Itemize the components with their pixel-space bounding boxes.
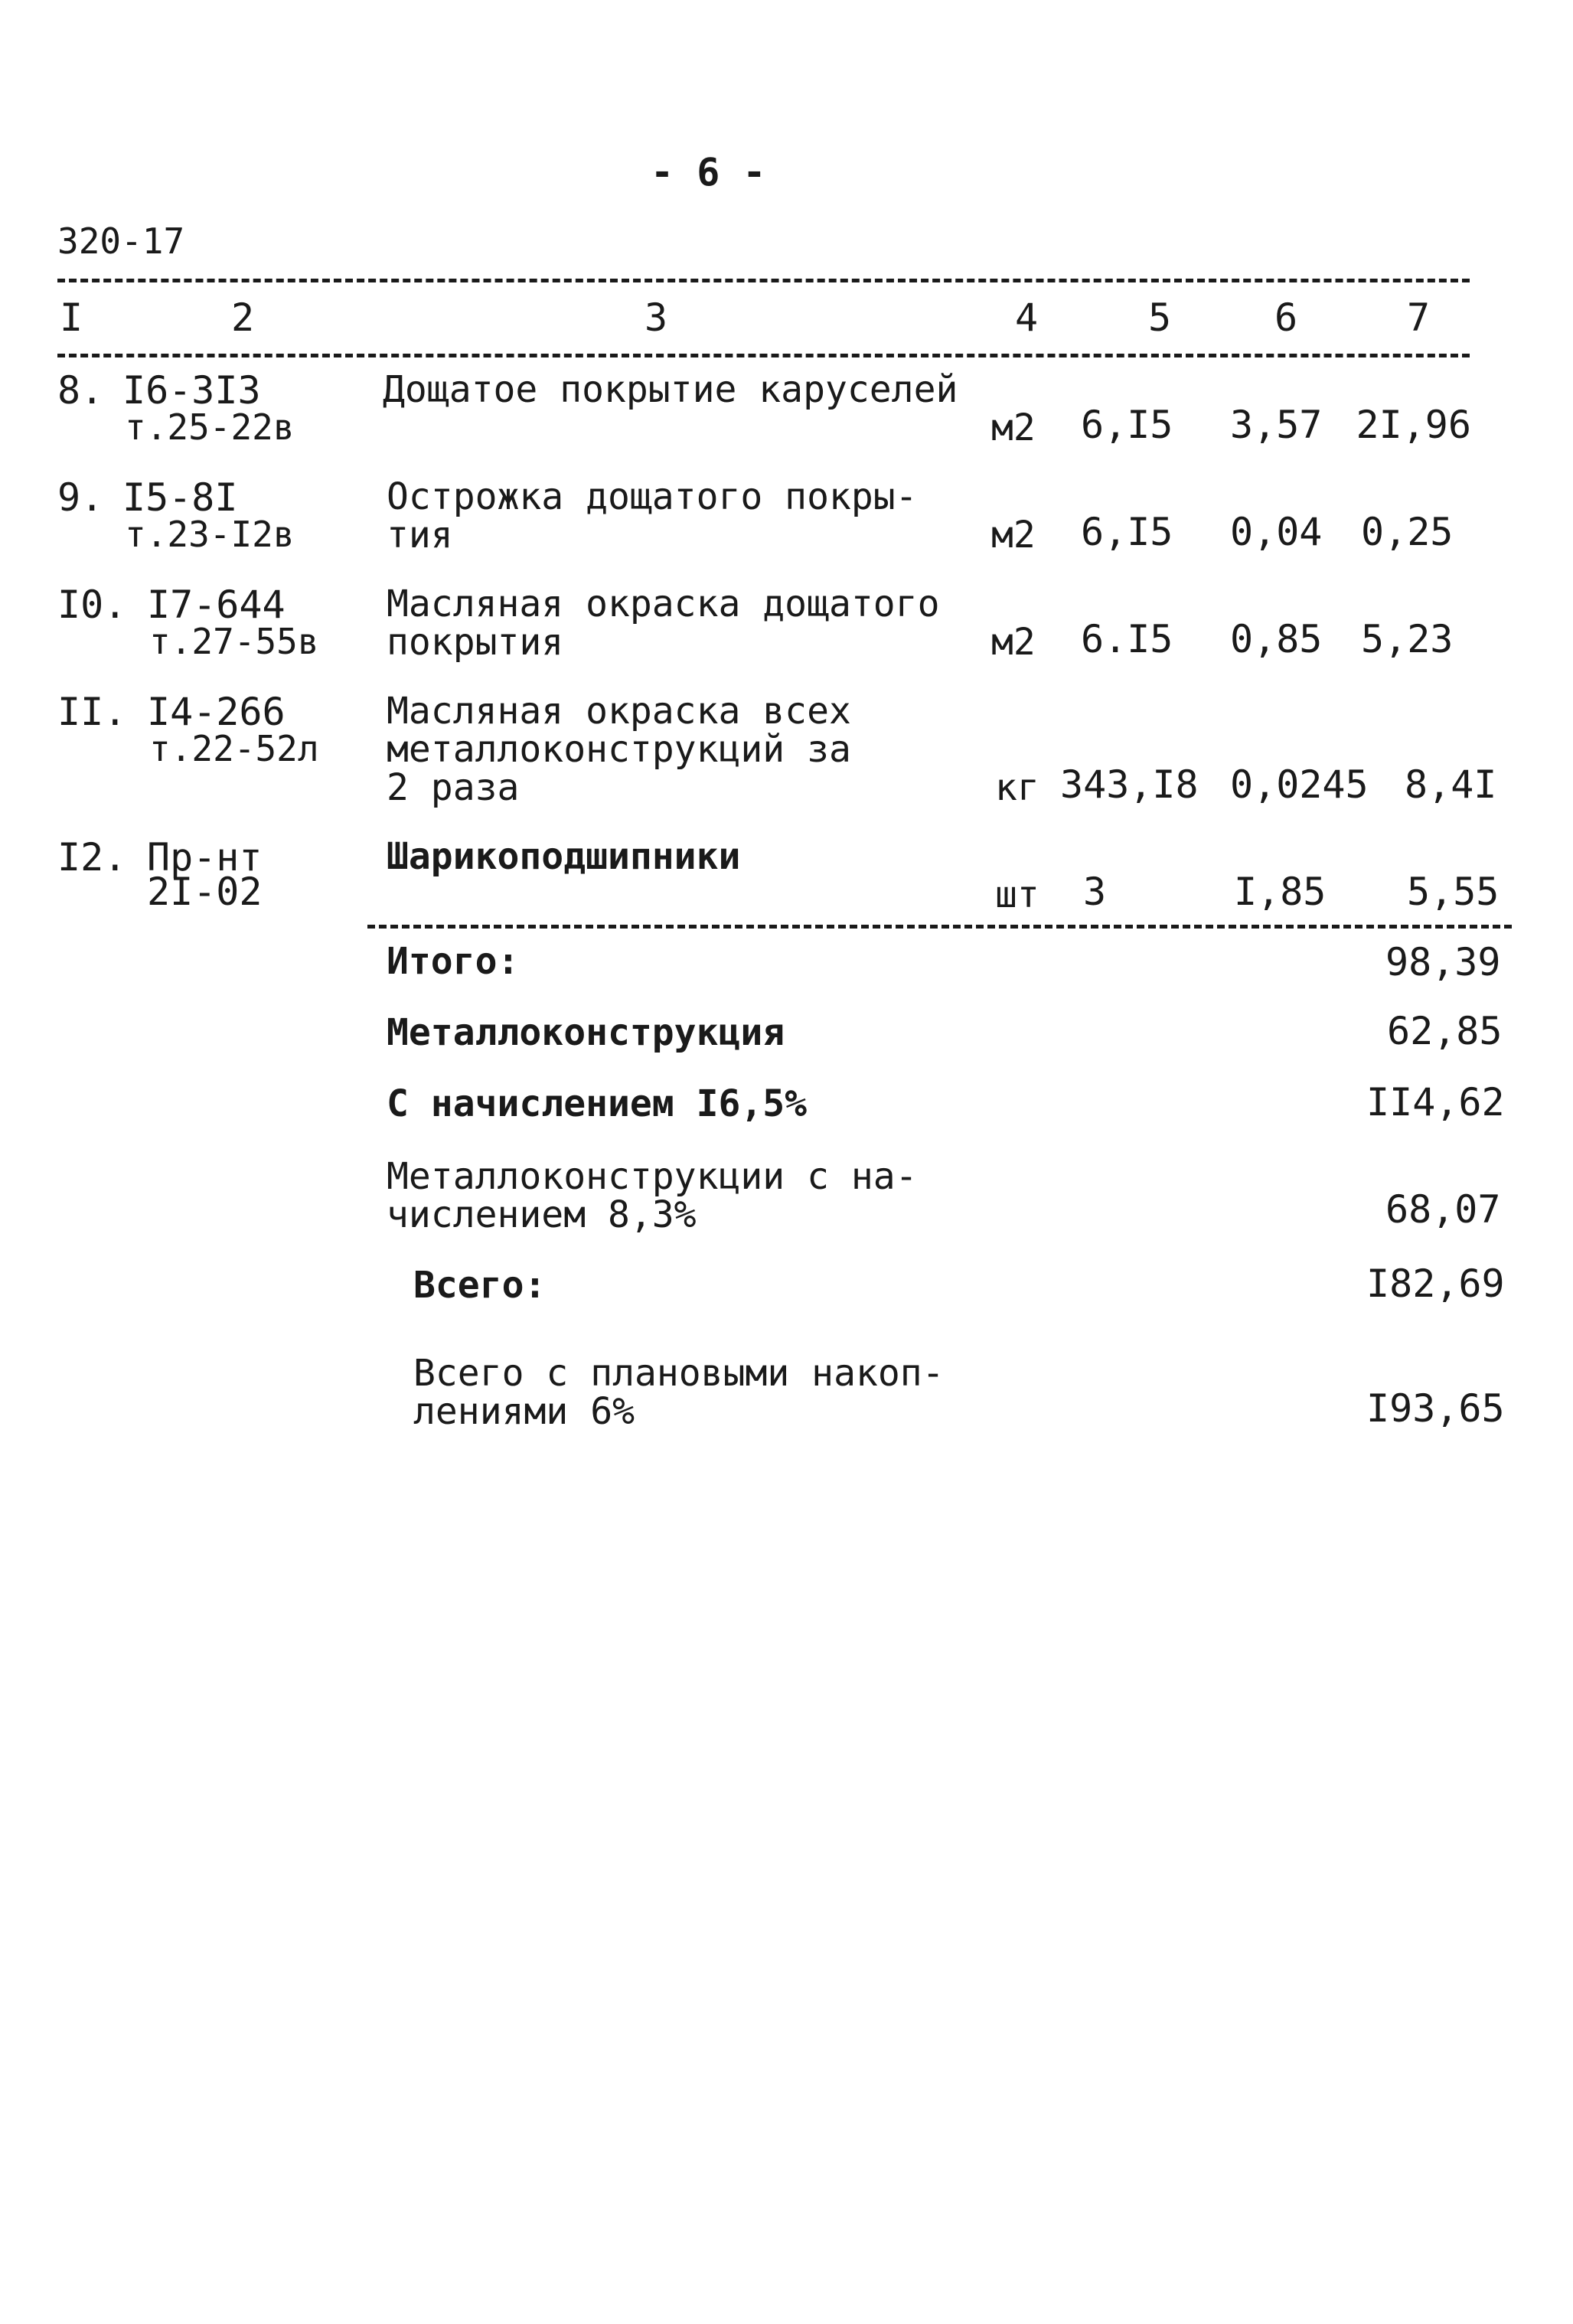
total-label: лениями 6% xyxy=(413,1390,635,1433)
row-unit-price: 0,0245 xyxy=(1230,762,1369,807)
total-label: числением 8,3% xyxy=(387,1193,697,1236)
row-number: 8. xyxy=(57,368,104,413)
column-header-7: 7 xyxy=(1407,295,1431,340)
row-description: Дощатое покрытие каруселей xyxy=(383,368,958,411)
row-unit: м2 xyxy=(991,621,1036,664)
row-quantity: 6,I5 xyxy=(1081,403,1173,447)
row-description: тия xyxy=(387,514,453,557)
row-unit-price: 3,57 xyxy=(1230,403,1323,447)
row-unit-price: 0,85 xyxy=(1230,617,1323,661)
page-number: - 6 - xyxy=(651,150,766,194)
row-quantity: 6,I5 xyxy=(1081,510,1173,554)
row-number: I2. xyxy=(57,835,127,880)
row-table-ref: т.23-I2в xyxy=(125,514,295,555)
total-value: I93,65 xyxy=(1366,1386,1505,1431)
row-description: Масляная окраска дощатого xyxy=(387,583,940,625)
row-description: Шарикоподшипники xyxy=(387,835,741,878)
row-unit: м2 xyxy=(991,406,1036,449)
column-header-6: 6 xyxy=(1274,295,1298,340)
total-label: Металлоконструкции с на- xyxy=(387,1155,918,1198)
total-value: II4,62 xyxy=(1366,1080,1505,1124)
row-number: 9. xyxy=(57,475,104,520)
row-code: Пр-нт xyxy=(147,835,263,880)
total-value: 62,85 xyxy=(1387,1009,1503,1053)
row-quantity: 343,I8 xyxy=(1060,762,1199,807)
row-description: металлоконструкций за xyxy=(387,728,851,771)
row-total: 5,23 xyxy=(1361,617,1454,661)
row-number: II. xyxy=(57,690,127,734)
total-value: 98,39 xyxy=(1385,940,1501,984)
column-header-3: 3 xyxy=(645,295,668,340)
total-value: I82,69 xyxy=(1366,1262,1505,1306)
row-unit-price: 0,04 xyxy=(1230,510,1323,554)
total-value: 68,07 xyxy=(1385,1187,1501,1232)
row-unit: кг xyxy=(995,766,1039,809)
row-code: I7-644 xyxy=(147,583,286,627)
row-total: 0,25 xyxy=(1361,510,1454,554)
document-code: 320-17 xyxy=(57,220,185,262)
row-code: I4-266 xyxy=(147,690,286,734)
row-description: Острожка дощатого покры- xyxy=(387,475,918,518)
row-number: I0. xyxy=(57,583,127,627)
row-unit-price: I,85 xyxy=(1234,870,1327,914)
totals-separator xyxy=(367,925,1512,929)
header-top-rule xyxy=(57,279,1470,282)
row-table-ref: т.25-22в xyxy=(125,406,295,448)
column-header-4: 4 xyxy=(1015,295,1039,340)
row-unit: м2 xyxy=(991,514,1036,557)
total-label: Итого: xyxy=(387,940,520,983)
row-total: 8,4I xyxy=(1405,762,1497,807)
row-code: I5-8I xyxy=(122,475,238,520)
total-label: Всего с плановыми накоп- xyxy=(413,1352,945,1395)
row-quantity: 3 xyxy=(1083,870,1107,914)
column-header-5: 5 xyxy=(1148,295,1172,340)
column-header-2: 2 xyxy=(231,295,255,340)
header-bottom-rule xyxy=(57,354,1470,357)
total-label: Всего: xyxy=(413,1264,547,1307)
row-total: 2I,96 xyxy=(1356,403,1471,447)
row-table-ref: 2I-02 xyxy=(147,870,263,914)
row-table-ref: т.22-52л xyxy=(149,728,319,769)
row-unit: шт xyxy=(995,873,1039,916)
row-table-ref: т.27-55в xyxy=(149,621,319,662)
row-description: покрытия xyxy=(387,621,564,664)
row-code: I6-3I3 xyxy=(122,368,261,413)
row-quantity: 6.I5 xyxy=(1081,617,1173,661)
row-description: Масляная окраска всех xyxy=(387,690,851,733)
column-header-1: I xyxy=(60,295,83,340)
row-total: 5,55 xyxy=(1407,870,1500,914)
total-label: Металлоконструкция xyxy=(387,1011,785,1054)
total-label: С начислением I6,5% xyxy=(387,1082,808,1125)
row-description: 2 раза xyxy=(387,766,520,809)
